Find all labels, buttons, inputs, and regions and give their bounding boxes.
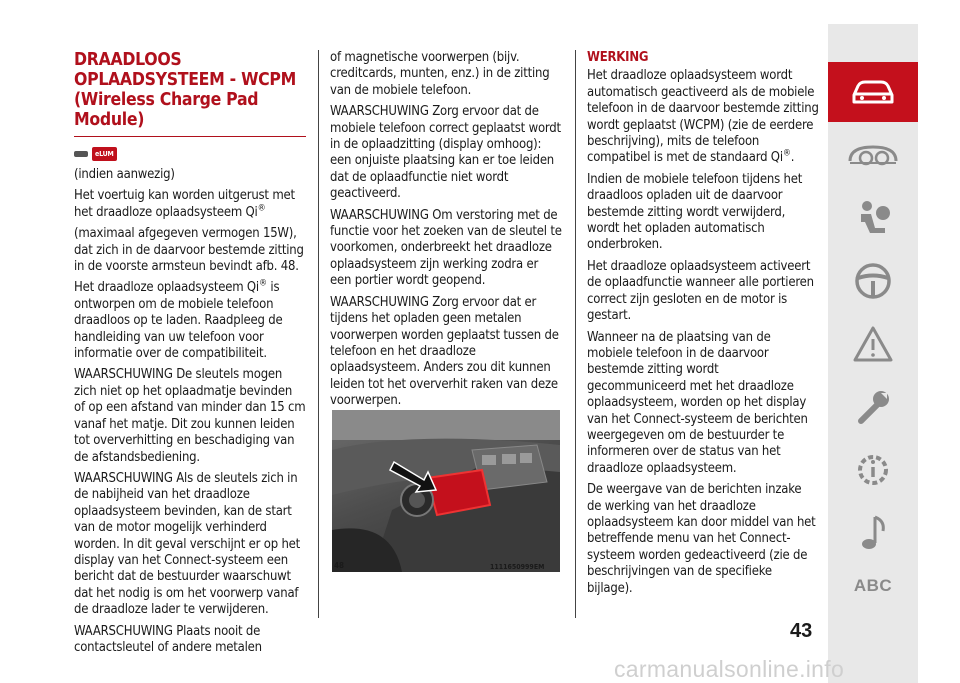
paragraph-availability: (indien aanwezig)	[74, 167, 175, 182]
chapter-tab-safety[interactable]	[828, 188, 918, 248]
car-icon	[848, 77, 898, 107]
chapter-tab-driving[interactable]	[828, 251, 918, 311]
paragraph-power: (maximaal afgegeven vermogen 15W), dat zich in de daarvoor bestemde zitting in de voorste armsteun bevindt afb. 48.	[74, 226, 304, 275]
warning-door-open: WAARSCHUWING Om verstoring met de functie voor het zoeken van de sleutel te voorkomen, onderbreekt het draadloze oplaadsysteem zijn werking zodra er een portier wordt geopend.	[330, 207, 562, 289]
watermark: carmanualsonline.info	[614, 656, 845, 682]
music-note-icon	[857, 513, 889, 553]
wrench-icon	[853, 387, 893, 427]
chapter-tab-multimedia[interactable]	[828, 503, 918, 563]
chapter-tab-car[interactable]	[828, 62, 918, 122]
paragraph-doors-engine: Het draadloze oplaadsysteem activeert de oplaadfunctie wanneer alle portieren correct zijn gesloten en de motor is gestart.	[587, 258, 814, 324]
warning-keys-distance: WAARSCHUWING De sleutels mogen zich niet op het oplaadmatje bevinden of op een afstand van minder dan 15 cm vanaf het matje. Dit zou kunnen leiden tot oververhitting en beschadiging van de afstandsbediening.	[74, 367, 306, 465]
section-title: DRAADLOOS OPLAADSYSTEEM - WCPM (Wireless Charge Pad Module)	[74, 50, 297, 130]
chapter-tab-emergency[interactable]	[828, 314, 918, 374]
column-divider-2	[575, 50, 576, 618]
figure-number: 48	[334, 561, 345, 570]
page-number: 43	[790, 620, 813, 642]
warning-keys-start: WAARSCHUWING Als de sleutels zich in de nabijheid van het draadloze oplaadsysteem bevinden, kan de start van de motor mogelijk verhinderd worden. In dit geval verschijnt er op het display van het Connect-systeem een bericht dat de bestuurder waarschuwt dat het nodig is om het voorwerp vanaf de draadloze lader te verwijderen.	[74, 470, 301, 618]
technical-data-gear-icon	[853, 450, 893, 490]
steering-wheel-icon	[853, 261, 893, 301]
chapter-tab-maintenance[interactable]	[828, 377, 918, 437]
airbag-seat-icon	[853, 198, 893, 238]
warning-triangle-icon	[852, 325, 894, 363]
warning-metal-objects-start: WAARSCHUWING Plaats nooit de contactsleutel of andere metalen	[74, 623, 262, 655]
paragraph-deactivate-messages: De weergave van de berichten inzake de werking van het draadloze oplaadsysteem kan door middel van het betreffende menu van het Connect-systeem worden gedeactiveerd (zie de beschrijvingen van de specifieke bijlage).	[587, 482, 816, 596]
title-divider	[74, 136, 306, 137]
warning-metal-objects-cont: of magnetische voorwerpen (bijv. creditcards, munten, enz.) in de zitting van de mobiele telefoon.	[330, 50, 550, 98]
market-badge-row	[74, 145, 306, 163]
column-3	[587, 50, 819, 602]
column-2	[330, 50, 562, 415]
chapter-tab-index[interactable]	[828, 556, 918, 616]
figure-code: 1111650999EM	[490, 563, 545, 571]
paragraph-design: Het draadloze oplaadsysteem Qi® is ontworpen om de mobiele telefoon draadloos op te laden. Raadpleeg de handleiding van uw telefoon voor informatie over de compatibiliteit.	[74, 279, 283, 362]
market-flag-icon	[74, 151, 88, 157]
figure-48-charging-pad-photo	[332, 410, 560, 572]
paragraph-activation: Het draadloze oplaadsysteem wordt automatisch geactiveerd als de mobiele telefoon in de daarvoor bestemde zitting wordt geplaatst (WCPM) (zie de eerdere beschrijving), mits de telefoon compatibel is met de standaard Qi®.	[587, 68, 819, 166]
chapter-sidebar	[828, 24, 918, 683]
chapter-tab-technical-data[interactable]	[828, 440, 918, 500]
paragraph-removal: Indien de mobiele telefoon tijdens het draadloos opladen uit de daarvoor bestemde zitting wordt verwijderd, wordt het opladen automatisch onderbroken.	[587, 171, 803, 253]
warning-phone-placement: WAARSCHUWING Zorg ervoor dat de mobiele telefoon correct geplaatst wordt in de oplaadzitting (display omhoog): een onjuiste plaatsing kan er toe leiden dat de oplaadfunctie niet wordt geactiveerd.	[330, 104, 561, 202]
subheading-werking: WERKING	[587, 50, 649, 65]
paragraph-intro: Het voertuig kan worden uitgerust met het draadloze oplaadsysteem Qi®	[74, 188, 295, 220]
paragraph-messages: Wanneer na de plaatsing van de mobiele telefoon in de daarvoor bestemde zitting wordt gecommuniceerd met het draadloze oplaadsysteem, worden op het display van het Connect-systeem de berichten weergegeven om de bestuurder te informeren over de status van het draadloze oplaadsysteem.	[587, 329, 808, 476]
elum-badge: eLUM	[92, 147, 117, 161]
index-abc-label: ABC	[853, 576, 893, 595]
dashboard-gauges-icon	[847, 141, 899, 169]
chapter-tab-dashboard[interactable]	[828, 125, 918, 185]
warning-no-metal-between: WAARSCHUWING Zorg ervoor dat er tijdens het opladen geen metalen voorwerpen worden geplaatst tussen de telefoon en het draadloze oplaadsysteem. Anders zou dit kunnen leiden tot het oververhit raken van deze voorwerpen.	[330, 294, 559, 409]
column-1	[74, 50, 306, 661]
column-divider-1	[318, 50, 319, 618]
